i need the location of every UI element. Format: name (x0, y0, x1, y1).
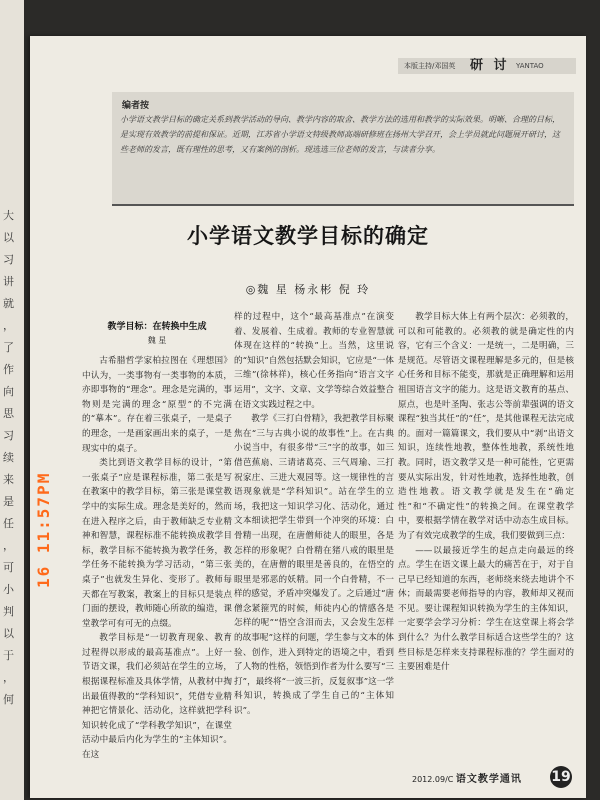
article-authors: ◎魏 星 杨永彬 倪 玲 (245, 283, 371, 296)
section-header-english: YANTAO (516, 62, 544, 70)
text-column-3 (398, 310, 574, 675)
margin-char: 何 (3, 693, 14, 706)
margin-char: ， (3, 539, 14, 552)
paragraph: 类比到语文教学目标的设计，“第一张桌子”应是课程标准，第二张是写在教案中的教学目标，第三张是课堂教学中的实际生成。理念是美好的，然而在进入程序之后，由于教师缺乏专业精神和智慧，课程标准不能转换成教学目标，教学目标不能转换为教学任务，教学任务不能转换为学习活动，“第三张桌子”也就发生异化、变形了。教师每天都在写教案，教案上的目标只是装点门面的摆设，教师随心所欲的编造，课堂教学可有可无的点缀。 (82, 458, 232, 629)
margin-char: 向 (3, 385, 14, 398)
margin-char: 于 (3, 649, 14, 662)
margin-char: 判 (3, 605, 14, 618)
margin-char: 讲 (3, 275, 14, 288)
margin-char: 续 (3, 451, 14, 464)
margin-char: 任 (3, 517, 14, 530)
page-footer (412, 770, 522, 785)
paragraph: ——以最接近学生的起点走向最远的终点。学生在语文课上最大的痛苦在于，对于自己早已经知道的东西，老师绕来绕去地讲个不休；而最需要老师指导的内容，教师却又视而不见。要让课程知识转换为学生的主体知识，一定要学会学习分析：学生在这堂课上将会学到什么？为什么教学目标适合这些学生的？这些目标是怎样来支持课程标准的？学生面对的主要困难是什 (398, 545, 574, 673)
journal-name: 语文教学通讯 (455, 774, 522, 785)
section-author: 魏 星 (147, 336, 167, 345)
margin-char: 习 (3, 253, 14, 266)
paragraph: 教学目标是“一切教育现象、教育过程得以形成的最高基准点”。上好一节语文课，我们必须站在学生的立场，根据课程标准及具体学情，从教材中掏出最值得教的“学科知识”，凭借专业精神把它情景化、活动化，这样就把学科知识转化成了“学科教学知识”，在课堂活动中最后内化为学生的“主体知识”。在这 (82, 633, 232, 761)
issue-number: 2012.09/C (412, 775, 454, 784)
article-title: 小学语文教学目标的确定 (187, 224, 429, 248)
section-header-title: 研 讨 (470, 58, 510, 73)
margin-char: 可 (3, 561, 14, 574)
text-column-1 (82, 354, 232, 763)
editor-note-text: 小学语文教学目标的确定关系到教学活动的导向、教学内容的取舍、教学方法的选用和教学的实际效果。明晰、合理的目标，是实现有效教学的前提和保证。近期，江苏省小学语文特级教师高端研修班在扬州大学召开，会上学员就此问题展开研讨，这些老师的发言，既有理性的思考，又有案例的剖析。现选选三位老师的发言，与读者分享。 (120, 115, 560, 154)
page-number: 19 (550, 766, 572, 788)
paragraph: 教学目标大体上有两个层次：必须教的，可以和可能教的。必须教的就是确定性的内容，它有三个含义：一是统一，二是明确，三是规范。尽管语文课程理解是多元的，但是核心任务和目标不能变，那就是正确理解和运用祖国语言文字的能力。这是语文教育的基点、原点，也是叶圣陶、张志公等前辈强调的语文课程“独当其任”的“任”，是其他课程无法完成的。面对一篇篇课文，我们要从中“剥”出语文知识，连续性地教，整体性地教，系统性地教。同时，语文教学又是一种可能性，它更需要从实际出发，针对性地教，选择性地教，创造性地教。语文教学就是发生在“确定性”和“不确定性”的转换之间。在课堂教学中，要根据学情在教学对话中动态生成目标。为了有效完成教学的生成，我们要做到三点： (398, 312, 574, 541)
margin-char: 以 (3, 627, 14, 640)
paragraph: 教学《三打白骨精》，我把教学目标聚焦在“三与古典小说的故事性”上。在古典小说当中，有很多带“三”字的故事，如三借芭蕉扇、三请诸葛亮、三气周瑜、三打祝家庄、三进大观园等。这一规律性的言语现象就是“学科知识”。站在学生的立场，我把这一知识学习化、活动化，通过文本细读把学生带到一个冲突的环境：白骨精一出现，在唐僧师徒人的眼里，各是怎样的形象呢？白骨精在猪八戒的眼里是美的，在唐僧的眼里是善良的，在悟空的眼里是邪恶的妖精。同一个白骨精，不一样的感觉，矛盾冲突爆发了。之后通过“唐僧念紧箍咒的时候，师徒内心的情感各是怎样的呢”“悟空含泪而去，又会发生怎样的故事呢”这样的问题，学生参与文本的体验、创作，进入到特定的语境之中，看到了人物的性格，领悟到作者为什么要写“三打”，最终将“一波三折，反复叙事”这一学科知识，转换成了学生自己的“主体知识”。 (234, 414, 394, 717)
camera-timestamp: 16 11:57PM (34, 471, 53, 588)
margin-char: 了 (3, 341, 14, 354)
editor-note-title: 编者按 (122, 101, 150, 111)
margin-char: ， (3, 319, 14, 332)
margin-char: 来 (3, 473, 14, 486)
editor-note-box (112, 92, 574, 206)
margin-char: 大 (3, 209, 14, 222)
journal-page (30, 36, 586, 798)
margin-char: 思 (3, 407, 14, 420)
margin-char: 是 (3, 495, 14, 508)
section-title: 教学目标：在转换中生成 (107, 322, 207, 332)
margin-char: 就 (3, 297, 14, 310)
margin-char: 以 (3, 231, 14, 244)
margin-char: 习 (3, 429, 14, 442)
section-header-banner (398, 58, 576, 74)
margin-char: ， (3, 671, 14, 684)
paragraph: 样的过程中，这个“最高基准点”在演变着、发展着、生成着。教师的专业智慧就体现在这样的“转换”上。当然，这里说的“知识”自然包括默会知识，它应是“一体三维”(徐林祥)，核心任务指向“语言文字运用”，文字、文章、文学等综合效益整合在语文实践过程之中。 (234, 312, 394, 410)
text-column-2 (234, 310, 394, 719)
adjacent-page-edge (0, 0, 24, 800)
margin-char: 小 (3, 583, 14, 596)
paragraph: 古希腊哲学家柏拉图在《理想国》中认为，一类事物有一类事物的本质，亦即事物的“理念”。理念是完满的，事物则是完满的理念“原型”的不完满的“摹本”。存在着三张桌子，一是桌子的理念，一是画家画出来的桌子，一是现实中的桌子。 (82, 356, 232, 454)
margin-char: 作 (3, 363, 14, 376)
column-editor-label: 本版主持/邓国英 (404, 62, 456, 70)
